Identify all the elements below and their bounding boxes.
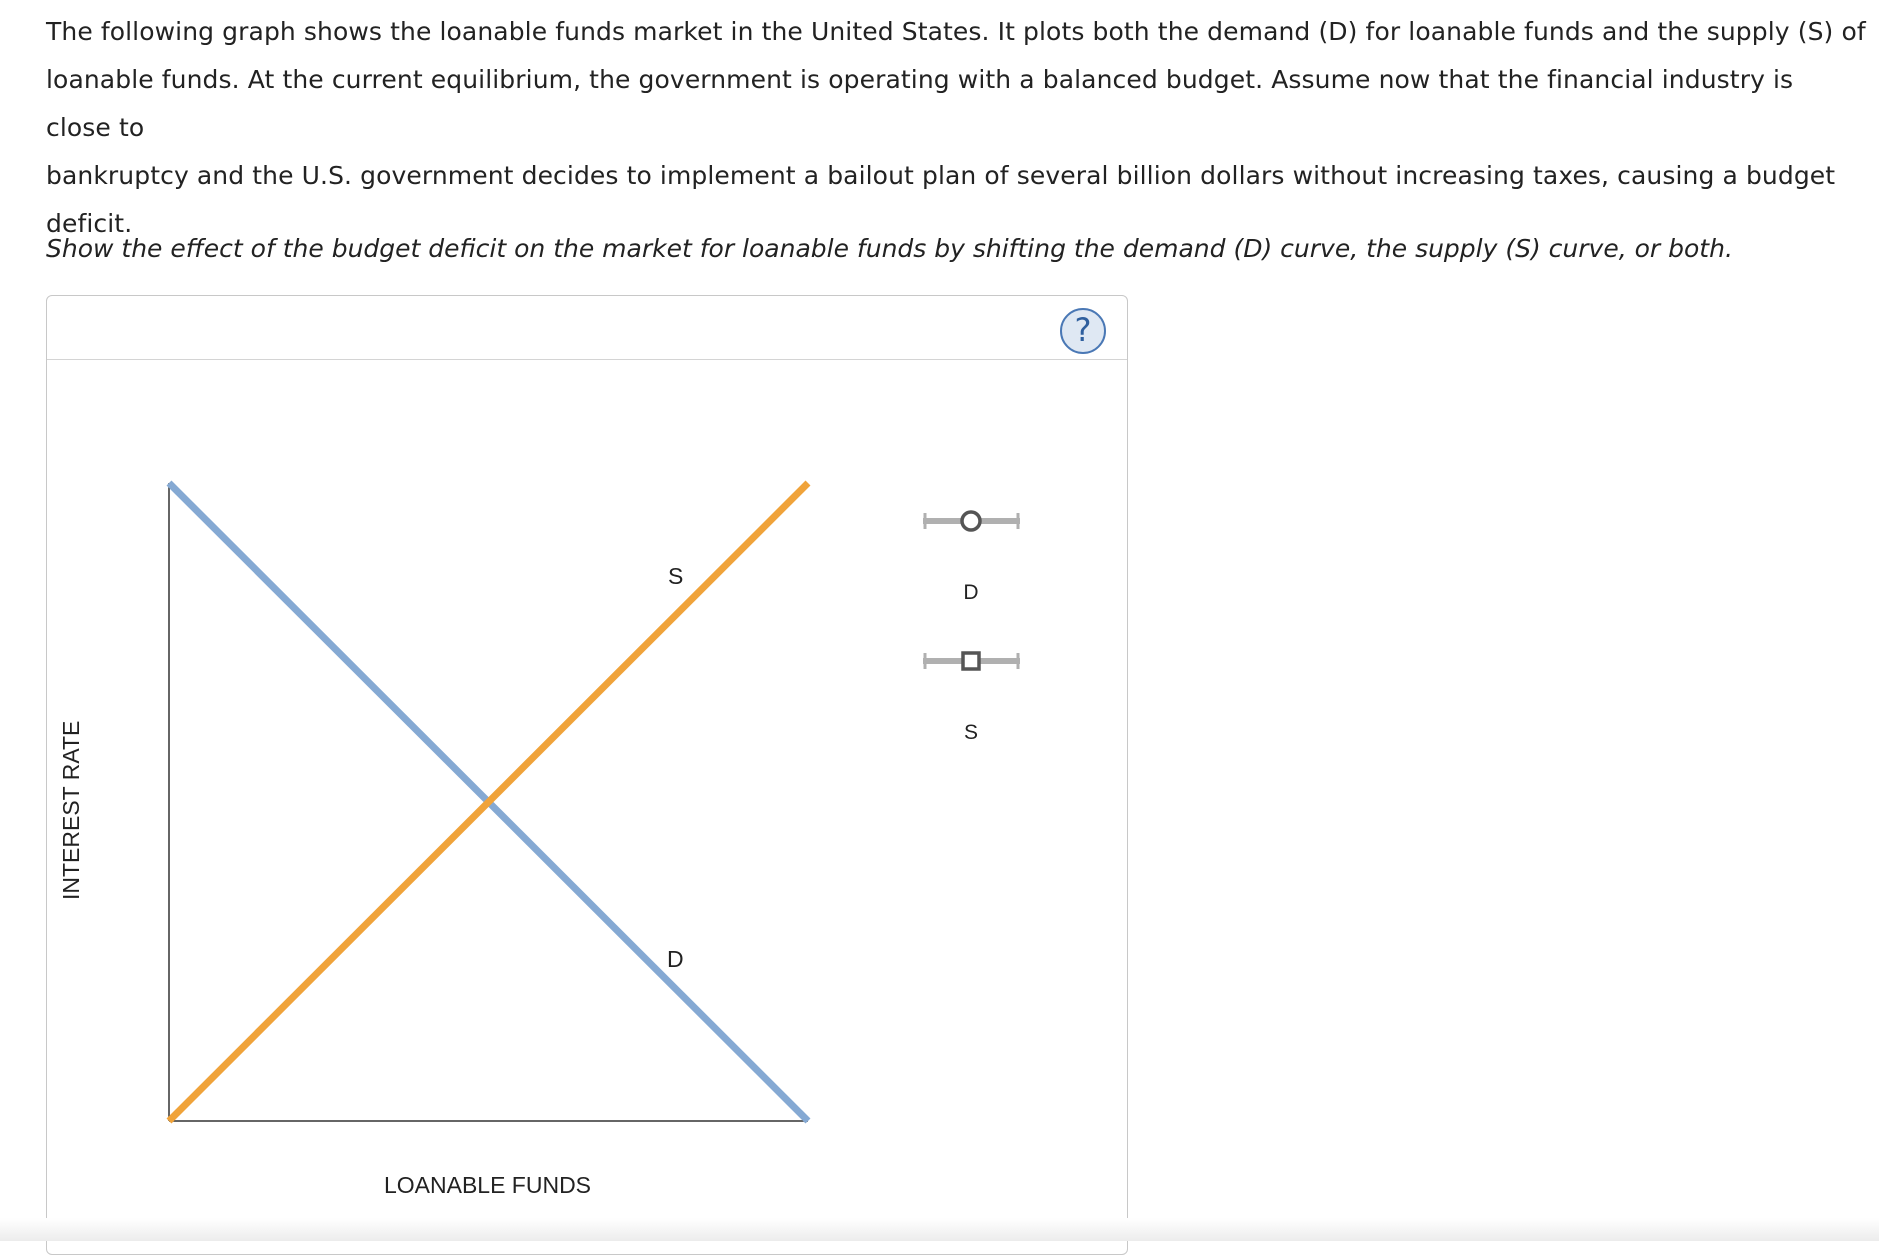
y-axis-label: INTEREST RATE [58,720,84,900]
graph-panel [46,295,1128,1255]
circle-marker-icon [962,512,980,530]
question-line-2: loanable funds. At the current equilibrium, the government is operating with a balanced budget. Assume now that the financial industry is close to [46,65,1794,142]
graph-panel-header [47,296,1127,360]
demand-tool-label: D [963,581,979,604]
x-axis-label: LOANABLE FUNDS [383,1172,592,1198]
question-line-1: The following graph shows the loanable funds market in the United States. It plots both the demand (D) for loanable funds and the supply (S) of [46,17,1866,46]
square-marker-icon [963,653,979,669]
question-text [46,8,1866,248]
demand-curve-label: D [667,946,684,972]
supply-tool-label: S [963,721,978,744]
question-line-3: bankruptcy and the U.S. government decides to implement a bailout plan of several billion dollars without increasing taxes, causing a budget deficit. [46,161,1836,238]
page-bottom-edge [0,1218,1879,1241]
supply-curve-label: S [668,563,684,589]
instruction-text: Show the effect of the budget deficit on the market for loanable funds by shifting the demand (D) curve, the supply (S) curve, or both. [46,234,1733,263]
help-icon[interactable]: ? [1060,308,1106,354]
